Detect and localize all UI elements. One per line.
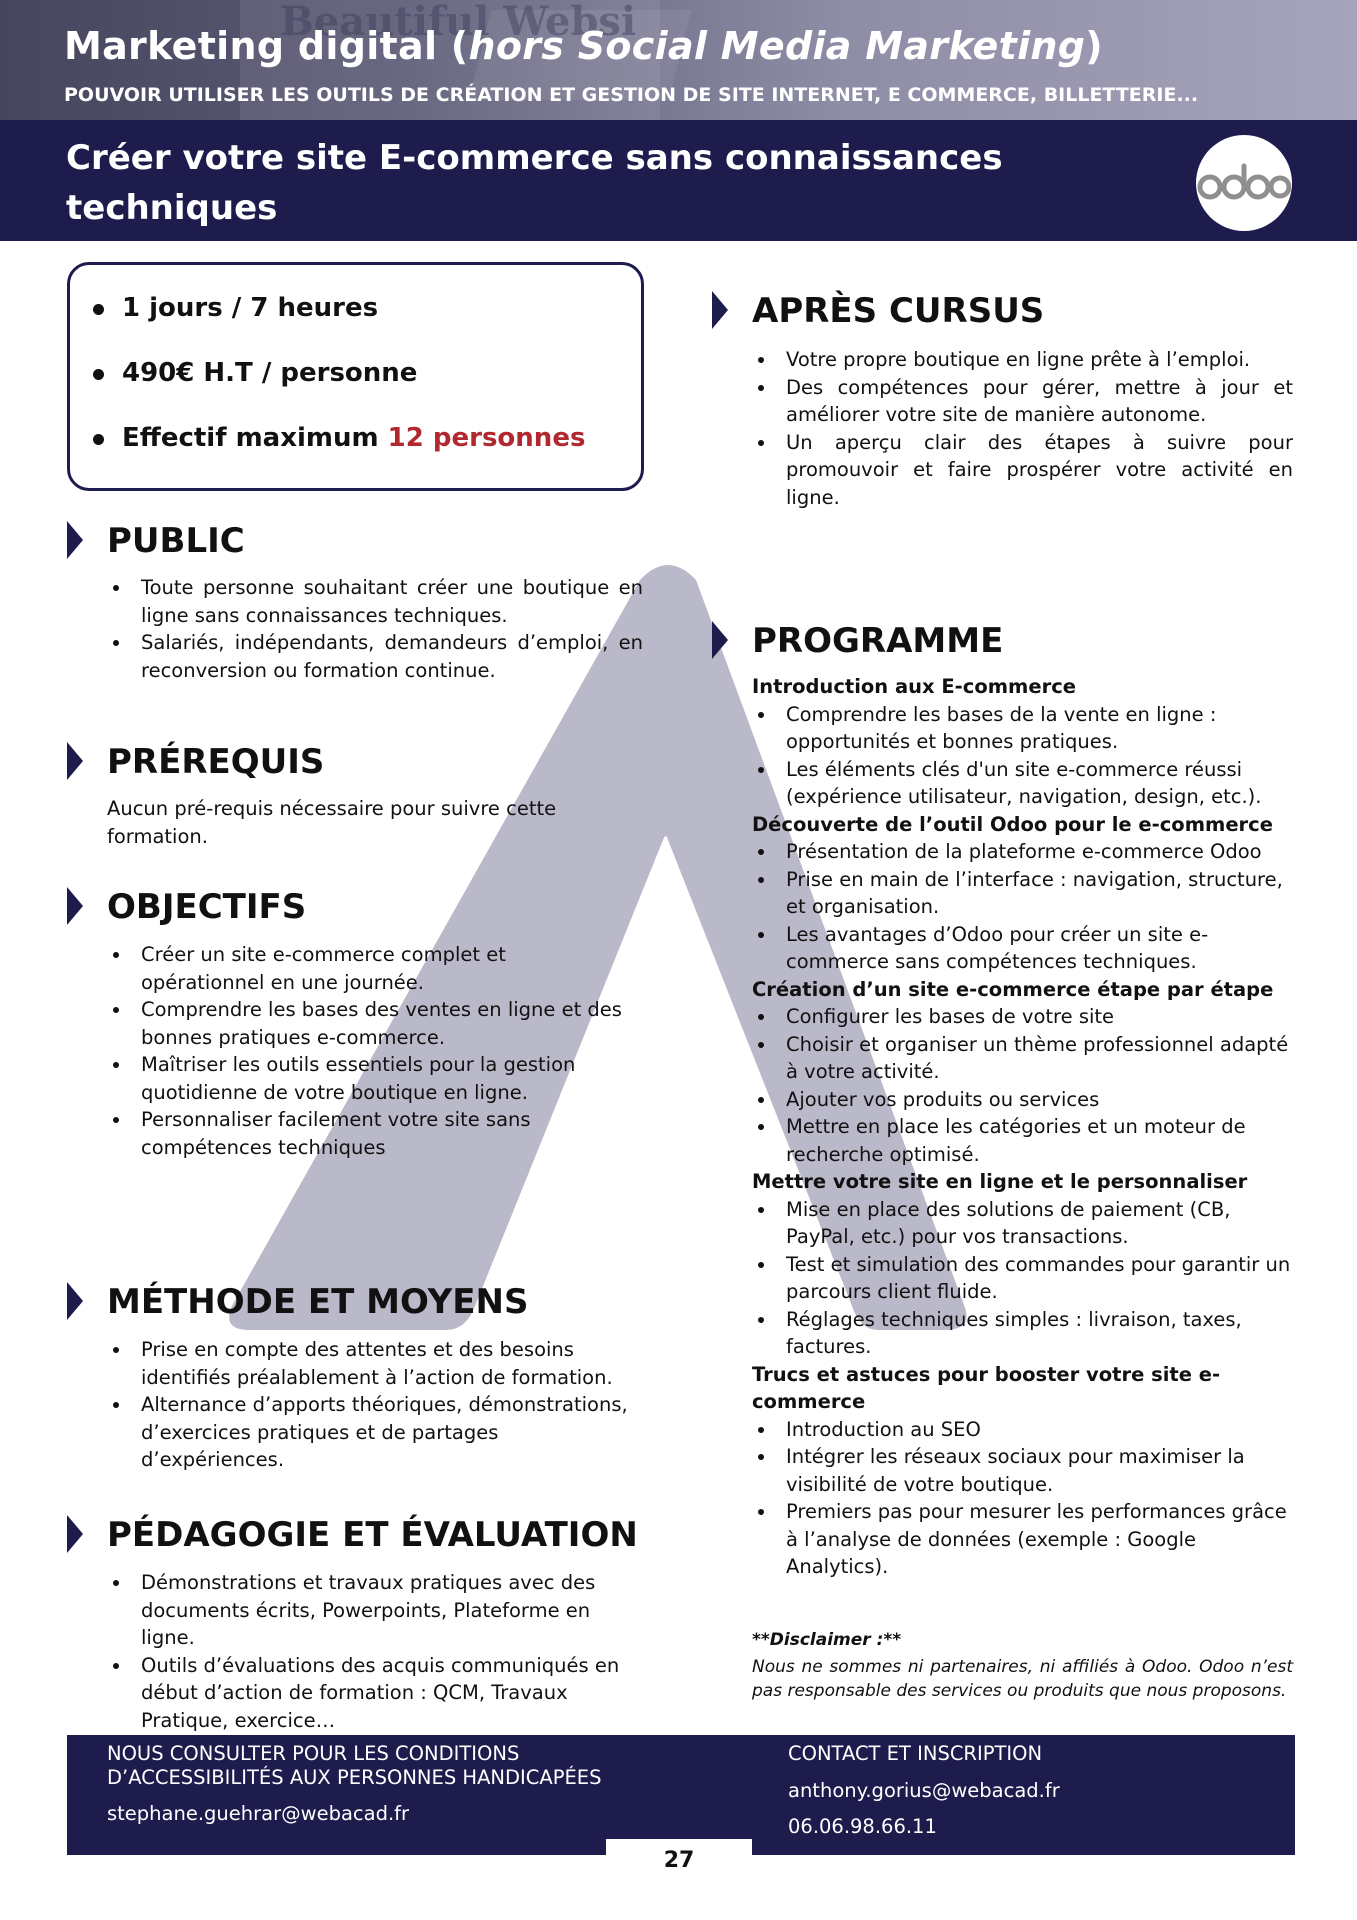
section-programme-body: [752, 673, 1292, 1581]
list-item: Test et simulation des commandes pour garantir un parcours client fluide.: [752, 1251, 1292, 1306]
page-title-end: ): [1085, 24, 1103, 68]
course-price: 490€ H.T / personne: [122, 358, 418, 388]
section-apres-body: [752, 346, 1293, 511]
chevron-right-icon: [67, 521, 83, 559]
section-title-objectifs: OBJECTIFS: [107, 887, 307, 927]
list-item: Démonstrations et travaux pratiques avec des documents écrits, Powerpoints, Plateforme en ligne.: [107, 1569, 637, 1652]
list-item: Premiers pas pour mesurer les performances grâce à l’analyse de données (exemple : Google Analytics).: [752, 1498, 1292, 1581]
banner-photo-word: Beautiful Websi: [280, 0, 637, 45]
section-title-apres: APRÈS CURSUS: [752, 291, 1045, 331]
list-item: Comprendre les bases des ventes en ligne et des bonnes pratiques e-commerce.: [107, 996, 627, 1051]
course-duration: 1 jours / 7 heures: [122, 293, 379, 323]
list-item: Prise en main de l’interface : navigation, structure, et organisation.: [752, 866, 1292, 921]
list-item: Mettre en place les catégories et un moteur de recherche optimisé.: [752, 1113, 1292, 1168]
page-title-italic: hors Social Media Marketing: [468, 24, 1086, 68]
list-item: Les éléments clés d'un site e-commerce réussi (expérience utilisateur, navigation, design, etc.).: [752, 756, 1292, 811]
list-item: Toute personne souhaitant créer une boutique en ligne sans connaissances techniques.: [107, 574, 643, 629]
disclaimer: [752, 1627, 1293, 1703]
list-item: Prise en compte des attentes et des besoins identifiés préalablement à l’action de formation.: [107, 1336, 647, 1391]
chevron-right-icon: [67, 742, 83, 780]
disclaimer-text: Nous ne sommes ni partenaires, ni affiliés à Odoo. Odoo n’est pas responsable des services ou produits que nous proposons.: [752, 1656, 1293, 1701]
chevron-right-icon: [712, 621, 728, 659]
list-item: Salariés, indépendants, demandeurs d’emploi, en reconversion ou formation continue.: [107, 629, 643, 684]
list-item: Introduction au SEO: [752, 1416, 1292, 1444]
course-info-box: [67, 262, 644, 491]
list-item: Des compétences pour gérer, mettre à jour et améliorer votre site de manière autonome.: [752, 374, 1293, 429]
footer-accessibility-line2: D’ACCESSIBILITÉS AUX PERSONNES HANDICAPÉES: [107, 1766, 602, 1789]
footer-contact-phone[interactable]: 06.06.98.66.11: [788, 1815, 937, 1838]
chevron-right-icon: [712, 291, 728, 329]
programme-heading: Introduction aux E-commerce: [752, 675, 1076, 698]
chevron-right-icon: [67, 1515, 83, 1553]
section-prerequis-body: [107, 795, 607, 850]
section-title-public: PUBLIC: [107, 521, 245, 561]
list-item: Choisir et organiser un thème professionnel adapté à votre activité.: [752, 1031, 1292, 1086]
list-item: Votre propre boutique en ligne prête à l’emploi.: [752, 346, 1293, 374]
prerequis-text: Aucun pré-requis nécessaire pour suivre cette formation.: [107, 797, 557, 848]
footer-accessibility-email[interactable]: stephane.guehrar@webacad.fr: [107, 1802, 410, 1825]
chevron-right-icon: [67, 887, 83, 925]
section-title-methode: MÉTHODE ET MOYENS: [107, 1282, 529, 1322]
capacity-label: Effectif maximum: [122, 423, 379, 453]
list-item: Présentation de la plateforme e-commerce Odoo: [752, 838, 1292, 866]
list-item: Réglages techniques simples : livraison, taxes, factures.: [752, 1306, 1292, 1361]
section-title-pedagogie: PÉDAGOGIE ET ÉVALUATION: [107, 1515, 638, 1555]
list-item: Comprendre les bases de la vente en ligne : opportunités et bonnes pratiques.: [752, 701, 1292, 756]
footer-contact-title: CONTACT ET INSCRIPTION: [788, 1742, 1043, 1765]
section-title-programme: PROGRAMME: [752, 621, 1004, 661]
course-title: Créer votre site E-commerce sans connaissances techniques: [66, 138, 1003, 228]
section-pedagogie-body: [107, 1569, 637, 1734]
section-title-prerequis: PRÉREQUIS: [107, 742, 325, 782]
page-subtitle: POUVOIR UTILISER LES OUTILS DE CRÉATION ET GESTION DE SITE INTERNET, E COMMERCE, BILLETTERIE...: [64, 84, 1199, 106]
page-title-main: Marketing digital (: [64, 24, 469, 68]
list-item: Un aperçu clair des étapes à suivre pour promouvoir et faire prospérer votre activité en ligne.: [752, 429, 1293, 512]
programme-heading: Création d’un site e-commerce étape par étape: [752, 977, 1274, 1001]
list-item: Configurer les bases de votre site: [752, 1003, 1292, 1031]
course-capacity: [122, 423, 585, 453]
list-item: Ajouter vos produits ou services: [752, 1086, 1292, 1114]
section-objectifs-body: [107, 941, 627, 1161]
programme-heading: Mettre votre site en ligne et le personnaliser: [752, 1170, 1248, 1193]
chevron-right-icon: [67, 1282, 83, 1320]
list-item: Intégrer les réseaux sociaux pour maximiser la visibilité de votre boutique.: [752, 1443, 1292, 1498]
page-number: 27: [663, 1848, 695, 1873]
programme-heading: Trucs et astuces pour booster votre site e-commerce: [752, 1362, 1221, 1413]
list-item: Alternance d’apports théoriques, démonstrations, d’exercices pratiques et de partages d’expériences.: [107, 1391, 647, 1474]
list-item: Mise en place des solutions de paiement (CB, PayPal, etc.) pour vos transactions.: [752, 1196, 1292, 1251]
section-public-body: [107, 574, 643, 684]
list-item: Créer un site e-commerce complet et opérationnel en une journée.: [107, 941, 627, 996]
capacity-value: 12 personnes: [387, 423, 586, 453]
list-item: Les avantages d’Odoo pour créer un site e-commerce sans compétences techniques.: [752, 921, 1292, 976]
list-item: Outils d’évaluations des acquis communiqués en début d’action de formation : QCM, Travaux Pratique, exercice…: [107, 1652, 637, 1735]
footer-contact-email[interactable]: anthony.gorius@webacad.fr: [788, 1779, 1060, 1802]
list-item: Maîtriser les outils essentiels pour la gestion quotidienne de votre boutique en ligne.: [107, 1051, 627, 1106]
footer-accessibility-line1: NOUS CONSULTER POUR LES CONDITIONS: [107, 1742, 520, 1765]
list-item: Personnaliser facilement votre site sans compétences techniques: [107, 1106, 627, 1161]
section-methode-body: [107, 1336, 647, 1474]
disclaimer-title: **Disclaimer :**: [752, 1630, 902, 1650]
programme-heading: Découverte de l’outil Odoo pour le e-commerce: [752, 812, 1273, 836]
